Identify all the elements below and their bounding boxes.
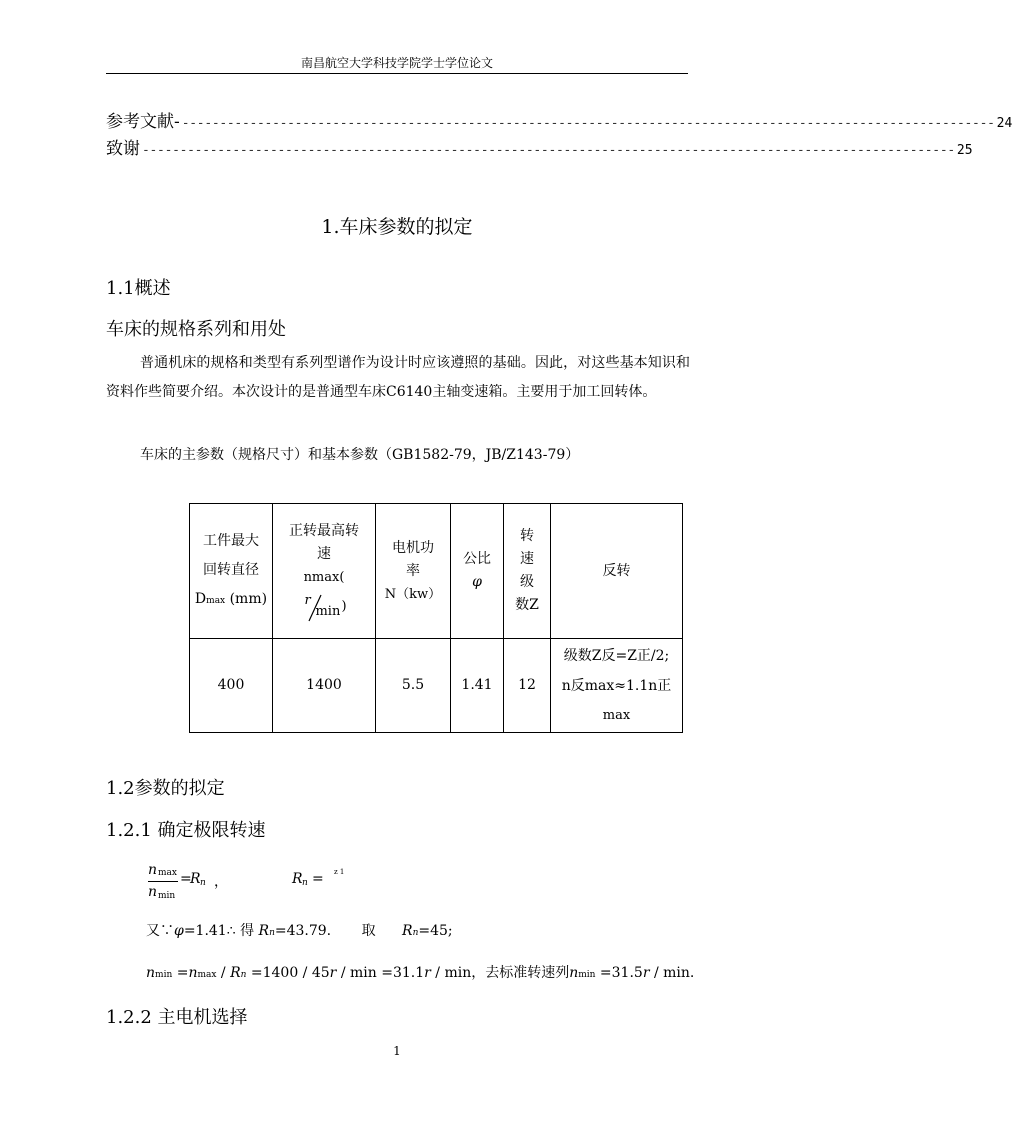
- toc-label: 致谢: [106, 139, 140, 159]
- section-heading-1-2: 1.2参数的拟定: [106, 778, 225, 799]
- body-paragraph-2: [106, 441, 690, 470]
- lathe-parameter-table: [189, 503, 683, 733]
- header-diameter: 工件最大 回转直径 Dmax (mm): [190, 504, 273, 639]
- cell-ratio: 1.41: [451, 639, 504, 733]
- header-motor-power: 电机功 率 N（kw）: [376, 504, 451, 639]
- cell-power: 5.5: [376, 639, 451, 733]
- cell-diameter: 400: [190, 639, 273, 733]
- header-ratio: 公比 φ: [451, 504, 504, 639]
- toc-entry-acknowledgement: [106, 134, 973, 159]
- paragraph-text: 车床的主参数（规格尺寸）和基本参数（GB1582-79，JB/Z143-79）: [140, 447, 580, 463]
- toc-page-number: 25: [956, 143, 973, 158]
- fraction-bar: [148, 881, 178, 882]
- header-speed-levels: 转 速 级 数Z: [504, 504, 551, 639]
- table-row: [190, 639, 683, 733]
- formula-speed-range: n max n min = R n ， R n = z 1: [148, 862, 345, 901]
- header-max-speed: 正转最高转 速 nmax( r min ): [273, 504, 376, 639]
- section-heading-1-2-1: 1.2.1 确定极限转速: [106, 820, 266, 841]
- formula-ratio: 又∵φ=1.41∴ 得 Rn=43.79. 取 Rn=45;: [146, 923, 453, 939]
- toc-label: 参考文献-: [106, 112, 180, 132]
- cell-reverse: 级数Z反=Z正/2; n反max≈1.1n正 max: [551, 639, 683, 733]
- cell-levels: 12: [504, 639, 551, 733]
- section-heading-1-2-2: 1.2.2 主电机选择: [106, 1007, 248, 1028]
- toc-entry-references: [106, 107, 1012, 132]
- page-header-title: 南昌航空大学科技学院学士学位论文: [300, 56, 493, 70]
- fraction-r-per-min: r min: [304, 592, 341, 619]
- body-paragraph-1: [106, 349, 690, 406]
- chapter-title: 1.车床参数的拟定: [321, 216, 473, 238]
- toc-leader: ------------------------------------------------------------------------------------------------------------: [142, 143, 955, 158]
- toc-leader: ------------------------------------------------------------------------------------------------------------: [181, 116, 995, 131]
- page-number: 1: [393, 1044, 401, 1058]
- header-divider: [106, 73, 688, 74]
- subheading-lathe-specs: 车床的规格系列和用处: [106, 319, 286, 340]
- paragraph-text: 普通机床的规格和类型有系列型谱作为设计时应该遵照的基础。因此，对这些基本知识和资料作些简要介绍。本次设计的是普通型车床C6140主轴变速箱。主要用于加工回转体。: [106, 355, 690, 400]
- header-reverse: 反转: [551, 504, 683, 639]
- table-header-row: [190, 504, 683, 639]
- cell-max-speed: 1400: [273, 639, 376, 733]
- formula-min-speed: nmin =nmax / Rn =1400 / 45r / min =31.1r / min，去标准转速列nmin =31.5r / min.: [146, 965, 695, 981]
- section-heading-1-1: 1.1概述: [106, 278, 171, 299]
- toc-page-number: 24: [996, 116, 1012, 131]
